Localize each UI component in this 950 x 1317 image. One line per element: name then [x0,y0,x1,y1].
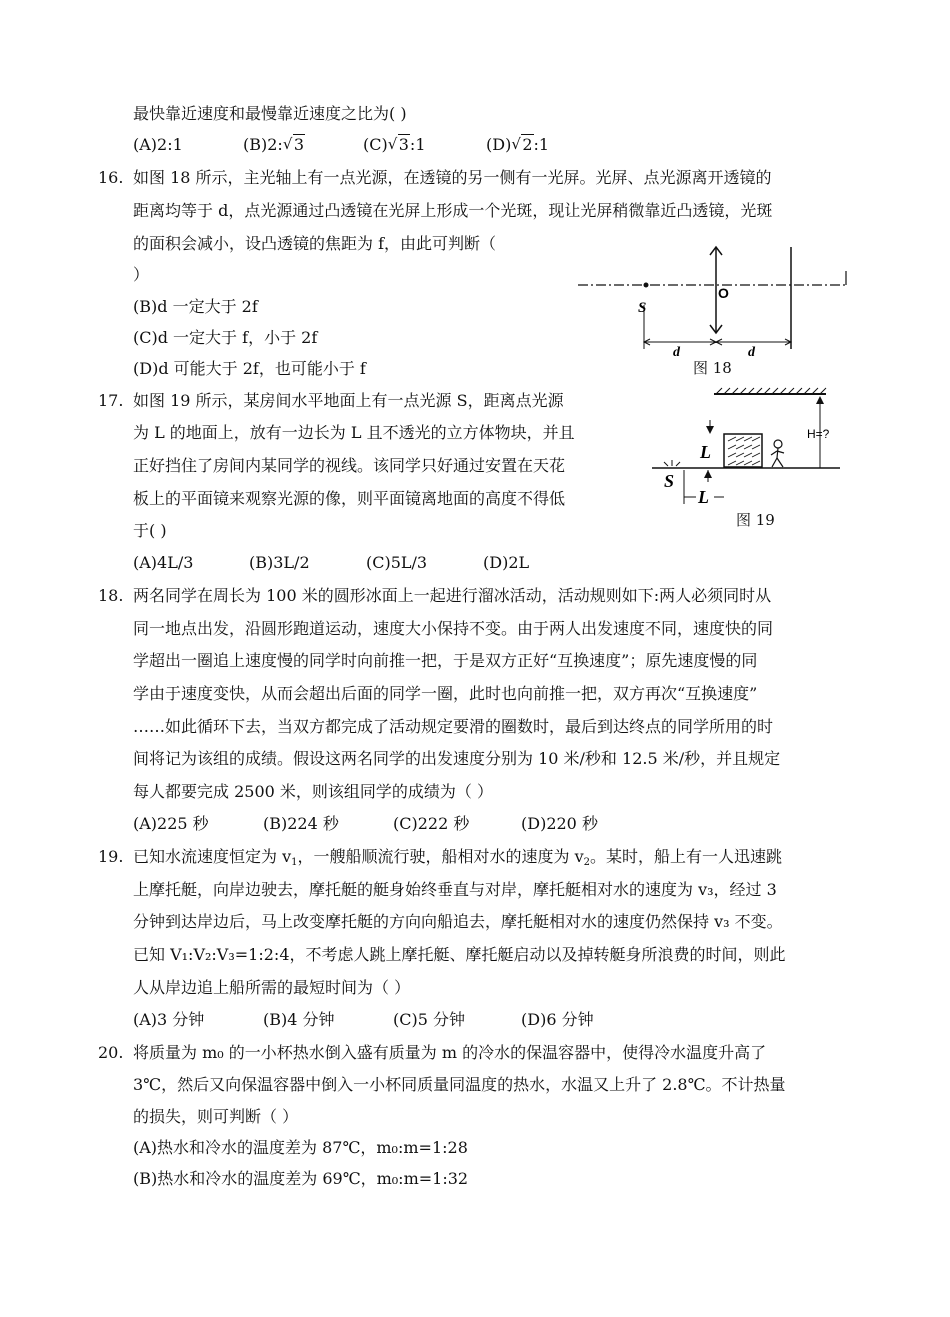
figure-18-diagram [570,245,855,360]
label-s: S [638,300,647,316]
q16-line-4: ） [133,265,150,284]
label-s: S [664,471,675,491]
label-o: O [718,285,729,301]
figure-19-caption: 图 19 [736,511,775,529]
q18-line-5: ……如此循环下去，当双方都完成了活动规定要滑的圈数时，最后到达终点的同学所用的时 [133,717,774,736]
q17-line-3: 正好挡住了房间内某同学的视线。该同学只好通过安置在天花 [133,456,566,475]
q19-option-b: (B)4 分钟 [263,1010,335,1029]
q18-line-6: 间将记为该组的成绩。假设这两名同学的出发速度分别为 10 米/秒和 12.5 米/秒，并且规定 [133,749,781,768]
q16-option-c: (C)d 一定大于 f，小于 2f [133,328,318,347]
q15-line-1: 最快靠近速度和最慢靠近速度之比为( ) [133,104,407,123]
sqrt-symbol: √ 3 [388,134,410,156]
figure-18-caption: 图 18 [693,359,732,377]
q16-option-b: (B)d 一定大于 2f [133,297,258,316]
q19-line-5: 人从岸边追上船所需的最短时间为（ ） [133,978,411,997]
label-l-side: L [700,442,711,462]
q20-option-a: (A)热水和冷水的温度差为 87℃，m₀:m=1:28 [133,1138,468,1157]
q18-option-b: (B)224 秒 [263,814,339,833]
q15-option-b [243,134,305,156]
q18-option-d: (D)220 秒 [521,814,598,833]
q16-option-d: (D)d 可能大于 2f，也可能小于 f [133,359,366,378]
label-h: H=? [807,427,830,441]
point-source-s [664,460,680,466]
q17-line-1: 如图 19 所示，某房间水平地面上有一点光源 S，距离点光源 [133,391,564,410]
q19-number: 19. [98,847,124,866]
q16-line-1: 如图 18 所示，主光轴上有一点光源，在透镜的另一侧有一光屏。光屏、点光源离开透镜的 [133,168,772,187]
q19-line-4: 已知 V₁:V₂:V₃=1:2:4，不考虑人跳上摩托艇、摩托艇启动以及掉转艇身所浪费的时间，则此 [133,945,786,964]
q18-line-7: 每人都要完成 2500 米，则该组同学的成绩为（ ） [133,782,493,801]
q17-option-d: (D)2L [483,553,530,572]
q20-line-2: 3℃，然后又向保温容器中倒入一小杯同质量同温度的热水，水温又上升了 2.8℃。不计热量 [133,1075,786,1094]
q20-line-1: 将质量为 m₀ 的一小杯热水倒入盛有质量为 m 的冷水的保温容器中，使得冷水温度升高了 [133,1043,767,1062]
q20-number: 20. [98,1043,124,1062]
q15-option-b-prefix: (B)2: [243,135,283,154]
sqrt-symbol: √ 2 [511,134,533,156]
q18-option-c: (C)222 秒 [393,814,470,833]
q17-line-2: 为 L 的地面上，放有一边长为 L 且不透光的立方体物块，并且 [133,423,575,442]
q16-number: 16. [98,168,124,187]
figure-19-diagram [650,386,850,508]
q15-option-c: (C)√ 3:1 [363,134,426,156]
q17-option-b: (B)3L/2 [249,553,310,572]
q18-line-3: 学超出一圈追上速度慢的同学时向前推一把，于是双方正好“互换速度”；原先速度慢的同 [133,651,758,670]
label-d-right: d [748,345,755,360]
person-icon [771,440,784,467]
q15-option-a: (A)2:1 [133,135,183,154]
sqrt-symbol: √ 3 [283,134,305,156]
q19-option-a: (A)3 分钟 [133,1010,205,1029]
q18-option-a: (A)225 秒 [133,814,209,833]
q16-line-3: 的面积会减小，设凸透镜的焦距为 f，由此可判断（ [133,234,497,253]
q19-option-d: (D)6 分钟 [521,1010,594,1029]
q19-line-3: 分钟到达岸边后，马上改变摩托艇的方向向船追去，摩托艇相对水的速度仍然保持 v₃ 不变。 [133,912,783,931]
q18-line-2: 同一地点出发，沿圆形跑道运动，速度大小保持不变。由于两人出发速度不同，速度快的同 [133,619,774,638]
q17-option-c: (C)5L/3 [366,553,428,572]
q17-number: 17. [98,391,124,410]
q18-line-4: 学由于速度变快，从而会超出后面的同学一圈，此时也向前推一把，双方再次“互换速度” [133,684,758,703]
q18-number: 18. [98,586,124,605]
q16-line-2: 距离均等于 d，点光源通过凸透镜在光屏上形成一个光斑，现让光屏稍微靠近凸透镜，光斑 [133,201,773,220]
q19-line-2: 上摩托艇，向岸边驶去，摩托艇的艇身始终垂直与对岸，摩托艇相对水的速度为 v₃，经过 3 [133,880,777,899]
point-light-source [644,283,649,288]
label-l-base: L [698,487,709,507]
q19-line-1: 已知水流速度恒定为 $v_1$，一艘船顺流行驶，船相对水的速度为 $v_2$。某时，船上有一人迅速跳 [133,847,783,868]
q17-line-5: 于( ) [133,521,167,540]
q20-option-b: (B)热水和冷水的温度差为 69℃，m₀:m=1:32 [133,1169,469,1188]
q17-option-a: (A)4L/3 [133,553,194,572]
q19-option-c: (C)5 分钟 [393,1010,465,1029]
q18-line-1: 两名同学在周长为 100 米的圆形冰面上一起进行溜冰活动，活动规则如下:两人必须同时从 [133,586,772,605]
label-d-left: d [673,345,680,360]
q15-option-d: (D)√ 2:1 [486,134,549,156]
q20-line-3: 的损失，则可判断（ ） [133,1107,299,1126]
q17-line-4: 板上的平面镜来观察光源的像，则平面镜离地面的高度不得低 [133,489,566,508]
